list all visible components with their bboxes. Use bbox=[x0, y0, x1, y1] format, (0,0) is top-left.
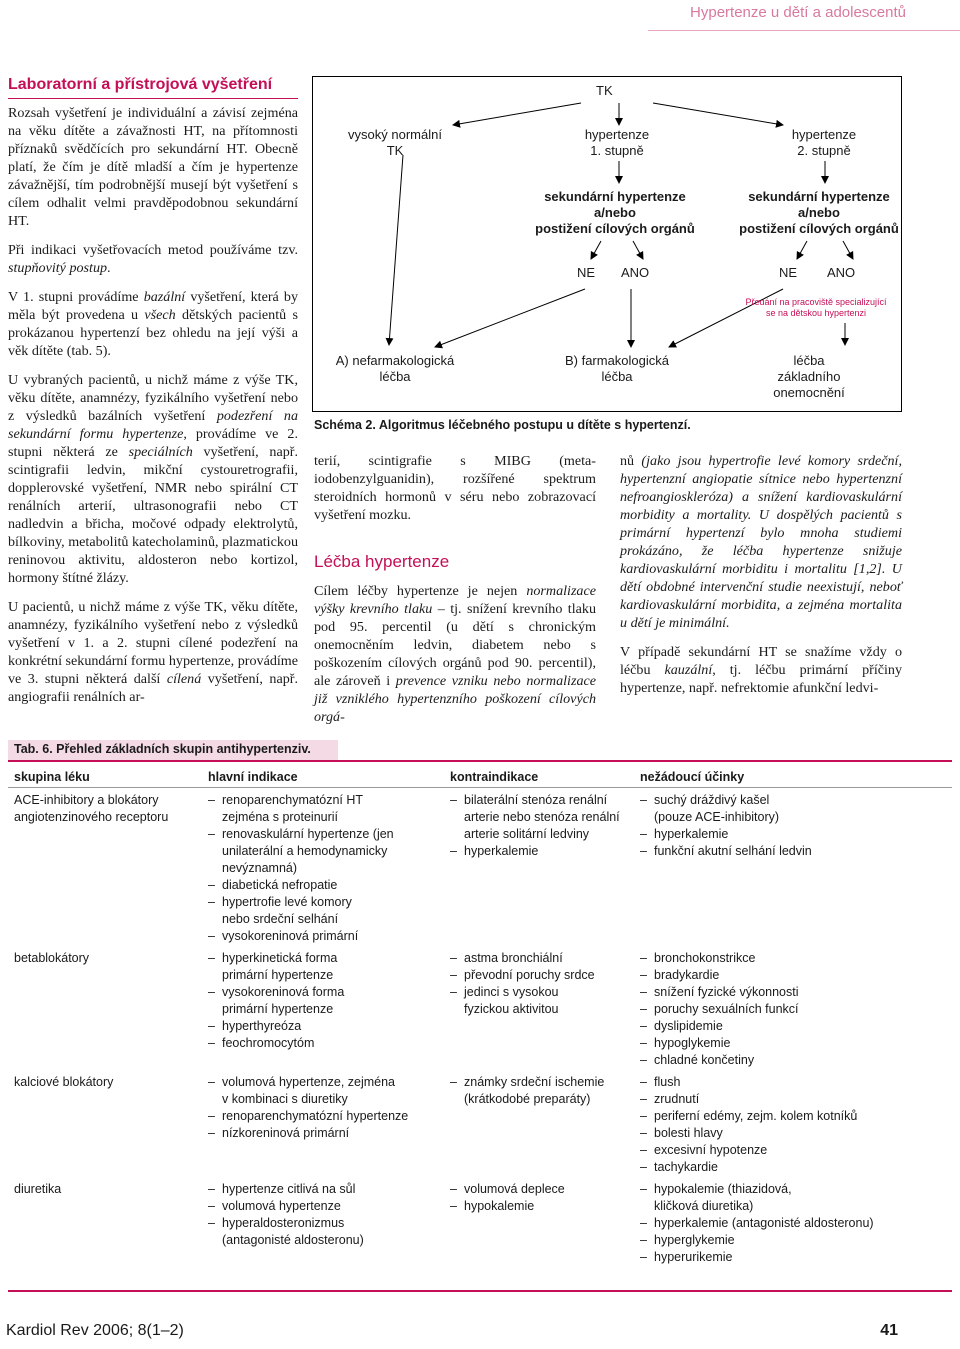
list-item: – bradykardie bbox=[640, 967, 950, 984]
body-text: , provádíme ve 2. stupni některá ze bbox=[8, 426, 298, 460]
list-item: – volumová hypertenze, zejména bbox=[208, 1074, 448, 1091]
list-item: – periferní edémy, zejm. kolem kotníků bbox=[640, 1108, 950, 1125]
flow-yes-2: ANO bbox=[827, 265, 856, 280]
flow-hypertension-grade-2: hypertenze 2. stupně bbox=[791, 127, 857, 158]
flow-question-1: sekundární hypertenze a/nebo postižení cílových orgánů bbox=[535, 189, 695, 236]
list-item: – hypertrofie levé komory bbox=[208, 894, 448, 911]
list-item: – hyperkinetická forma bbox=[208, 950, 448, 967]
table-title: Tab. 6. Přehled základních skupin antihypertenziv. bbox=[8, 740, 338, 760]
list-item: (pouze ACE-inhibitory) bbox=[654, 810, 780, 824]
body-text: Při indikaci vyšetřovacích metod používáme tzv. bbox=[8, 242, 298, 258]
list-item: – dyslipidemie bbox=[640, 1018, 950, 1035]
group-line: diuretika bbox=[14, 1182, 62, 1196]
list-item: – snížení fyzické výkonnosti bbox=[640, 984, 950, 1001]
list-item: – hyperaldosteronizmus bbox=[208, 1215, 448, 1232]
list-item: kličková diuretika) bbox=[654, 1199, 754, 1213]
paragraph: terií, scintigrafie s MIBG (meta-iodobenzylguanidin), rozšířené spektrum steroidních hormonů v séru nebo zobrazovací vyšetření mozku. bbox=[314, 453, 596, 523]
table-header-rule bbox=[8, 787, 952, 788]
table-cell-contra bbox=[450, 792, 638, 860]
emphasis-text: normalizace výšky krevního tlaku bbox=[314, 583, 596, 617]
paragraph bbox=[620, 452, 902, 632]
flow-outcome-c: léčba základního onemocnění bbox=[773, 353, 845, 400]
table-top-rule bbox=[8, 760, 952, 762]
list-item: – volumová deplece bbox=[450, 1181, 638, 1198]
middle-column-text bbox=[314, 452, 596, 535]
flow-outcome-b: B) farmakologická léčba bbox=[564, 353, 670, 384]
list-item: – zrudnutí bbox=[640, 1091, 950, 1108]
emphasis-text: podezření na sekundární formu hypertenze bbox=[8, 408, 298, 442]
emphasis-text: všech bbox=[144, 307, 176, 323]
list-item: – bolesti hlavy bbox=[640, 1125, 950, 1142]
page-number: 41 bbox=[880, 1322, 898, 1339]
emphasis-text: kauzální bbox=[664, 662, 713, 678]
paragraph bbox=[8, 241, 298, 277]
emphasis-text: cílená bbox=[166, 671, 202, 687]
list-item: – suchý dráždivý kašel bbox=[640, 792, 950, 809]
table-cell-group bbox=[14, 950, 204, 967]
list-item: – hypoglykemie bbox=[640, 1035, 950, 1052]
table-cell-indications bbox=[208, 1181, 448, 1249]
body-text: vyšetření, např. angiografii renálních ar- bbox=[8, 671, 298, 705]
running-title: Hypertenze u dětí a adolescentů bbox=[690, 4, 906, 21]
middle-column-treatment-text bbox=[314, 582, 596, 726]
list-item: v kombinaci s diuretiky bbox=[222, 1092, 348, 1106]
list-item: – renoparenchymatózní HT bbox=[208, 792, 448, 809]
journal-citation: Kardiol Rev 2006; 8(1–2) bbox=[6, 1322, 184, 1339]
body-text: V 1. stupni provádíme bbox=[8, 289, 144, 305]
list-item: – vysokoreninová forma bbox=[208, 984, 448, 1001]
table-cell-adverse bbox=[640, 792, 950, 860]
list-item: unilaterální a hemodynamicky bbox=[222, 844, 388, 858]
section-title-underline bbox=[8, 98, 298, 99]
body-text: vyšetření, která by měla být provedena u bbox=[8, 289, 298, 323]
table-header-indications: hlavní indikace bbox=[208, 770, 298, 784]
right-column-text bbox=[620, 452, 902, 708]
flow-hypertension-grade-1: hypertenze 1. stupně bbox=[584, 127, 650, 158]
list-item: – hypertenze citlivá na sůl bbox=[208, 1181, 448, 1198]
table-header-contraindications: kontraindikace bbox=[450, 770, 539, 784]
list-item: – bilaterální stenóza renální bbox=[450, 792, 638, 809]
flowchart-caption: Schéma 2. Algoritmus léčebného postupu u dítěte s hypertenzí. bbox=[314, 418, 691, 432]
body-text: dětských pacientů s prokázanou hypertenzí bez ohledu na její výši a věk dítěte (tab. 5). bbox=[8, 307, 298, 359]
list-item: (antagonisté aldosteronu) bbox=[222, 1233, 364, 1247]
table-cell-group bbox=[14, 1074, 204, 1091]
list-item: – hyperglykemie bbox=[640, 1232, 950, 1249]
emphasis-text: bazální bbox=[143, 289, 186, 305]
table-cell-adverse bbox=[640, 1074, 950, 1176]
list-item: – hypokalemie bbox=[450, 1198, 638, 1215]
list-item: – poruchy sexuálních funkcí bbox=[640, 1001, 950, 1018]
table-cell-indications bbox=[208, 792, 448, 945]
flow-root-tk: TK bbox=[596, 83, 613, 98]
emphasis-text: speciálních bbox=[128, 444, 193, 460]
table-cell-contra bbox=[450, 1181, 638, 1215]
list-item: – jedinci s vysokou bbox=[450, 984, 638, 1001]
flow-yes-1: ANO bbox=[621, 265, 650, 280]
list-item: – funkční akutní selhání ledvin bbox=[640, 843, 950, 860]
list-item: zejména s proteinurií bbox=[222, 810, 339, 824]
list-item: nebo srdeční selhání bbox=[222, 912, 339, 926]
list-item: – vysokoreninová primární bbox=[208, 928, 448, 945]
list-item: – flush bbox=[640, 1074, 950, 1091]
flow-no-2: NE bbox=[779, 265, 798, 280]
list-item: – převodní poruchy srdce bbox=[450, 967, 638, 984]
list-item: arterie solitární ledviny bbox=[464, 827, 590, 841]
section-title-treatment: Léčba hypertenze bbox=[314, 552, 450, 571]
table-header-adverse-effects: nežádoucí účinky bbox=[640, 770, 745, 784]
flow-question-2: sekundární hypertenze a/nebo postižení cílových orgánů bbox=[739, 189, 899, 236]
flow-outcome-a: A) nefarmakologická léčba bbox=[335, 353, 455, 384]
body-text: , tj. léčbu primární příčiny hypertenze, např. nefrektomie afunkční ledvi- bbox=[620, 662, 902, 696]
list-item: arterie nebo stenóza renální bbox=[464, 810, 620, 824]
list-item: – chladné končetiny bbox=[640, 1052, 950, 1069]
table-cell-group bbox=[14, 792, 204, 826]
list-item: – hypokalemie (thiazidová, bbox=[640, 1181, 950, 1198]
list-item: – bronchokonstrikce bbox=[640, 950, 950, 967]
list-item: (krátkodobé preparáty) bbox=[464, 1092, 591, 1106]
table-cell-contra bbox=[450, 950, 638, 1018]
list-item: – nízkoreninová primární bbox=[208, 1125, 448, 1142]
paragraph bbox=[8, 104, 298, 230]
table-header-group: skupina léku bbox=[14, 770, 90, 784]
table-cell-indications bbox=[208, 1074, 448, 1142]
emphasis-text: (jako jsou hypertrofie levé komory srdeční, hypertenzní angiopatie sítnice nebo hypertenzní nefroangioskleróza) a snížení kardiovaskulární morbidity a mortality. U dospělých pacientů s primární hypertenzí bylo mnoha studiemi prokázáno, že léčba hypertenze snižuje kardiovaskulární morbiditu i mortalitu [1,2]. U dětí obdobné intervenční studie neexistují, neboť kardiovaskulární morbidita, a zejména mortalita u dětí je minimální. bbox=[620, 453, 902, 631]
section-title-lab: Laboratorní a přístrojová vyšetření bbox=[8, 76, 273, 93]
body-text: . bbox=[107, 260, 111, 276]
table-cell-contra bbox=[450, 1074, 638, 1108]
body-text: V případě sekundární HT se snažíme vždy o léčbu bbox=[620, 644, 902, 678]
body-text: – tj. snížení krevního tlaku pod 95. percentil (u dětí s chronickým onemocněním ledvin, diabetem nebo s poškozením cílových orgánů pod 90. percentil), ale zároveň i bbox=[314, 601, 596, 689]
paragraph bbox=[314, 582, 596, 726]
list-item: primární hypertenze bbox=[222, 968, 334, 982]
list-item: – astma bronchiální bbox=[450, 950, 638, 967]
table-cell-indications bbox=[208, 950, 448, 1052]
body-text: nů bbox=[620, 453, 635, 469]
group-line: betablokátory bbox=[14, 951, 90, 965]
body-text: U vybraných pacientů, u nichž máme z výše TK, věku dítěte, anamnézy, fyzikálního vyšetření nebo z výsledků bazálních vyšetření bbox=[8, 372, 298, 424]
table-cell-adverse bbox=[640, 950, 950, 1069]
list-item: fyzickou aktivitou bbox=[464, 1002, 559, 1016]
body-text: Cílem léčby hypertenze je nejen bbox=[314, 583, 527, 599]
left-column-text bbox=[8, 104, 298, 717]
emphasis-text: prevence vzniku nebo normalizace již vzniklého hypertenzního poškození cílových orgá- bbox=[314, 673, 596, 725]
paragraph bbox=[620, 643, 902, 697]
list-item: – feochromocytóm bbox=[208, 1035, 448, 1052]
body-text: U pacientů, u nichž máme z výše TK, věku dítěte, anamnézy, fyzikálního vyšetření nebo z výsledků vyšetření v 1. a 2. stupni cílené podezření na konkrétní sekundární formu hypertenze, provádíme ve 3. stupni některá další bbox=[8, 599, 299, 687]
list-item: – excesivní hypotenze bbox=[640, 1142, 950, 1159]
group-line: angiotenzinového receptoru bbox=[14, 810, 169, 824]
body-text: vyšetření, např. scintigrafii ledvin, mikční cystouretrografii, dopplerovské vyšetření, NMR nebo spirální CT renálních arterií, ultrasonografii nebo CT nadledvin a břicha, močové odpady elektrolytů, bílkoviny, metabolitů katecholaminů, plazmatickou reninovou aktivitu, aldosteron nebo kortizol, hormony štítné žlázy. bbox=[8, 444, 298, 586]
list-item: – renovaskulární hypertenze (jen bbox=[208, 826, 448, 843]
paragraph bbox=[8, 598, 298, 706]
list-item: – tachykardie bbox=[640, 1159, 950, 1176]
list-item: nevýznamná) bbox=[222, 861, 298, 875]
list-item: – renoparenchymatózní hypertenze bbox=[208, 1108, 448, 1125]
list-item: – hyperthyreóza bbox=[208, 1018, 448, 1035]
list-item: – volumová hypertenze bbox=[208, 1198, 448, 1215]
list-item: – hyperkalemie (antagonisté aldosteronu) bbox=[640, 1215, 950, 1232]
paragraph bbox=[8, 288, 298, 360]
list-item: – známky srdeční ischemie bbox=[450, 1074, 638, 1091]
paragraph bbox=[8, 371, 298, 587]
list-item: – hyperurikemie bbox=[640, 1249, 950, 1266]
list-item: – diabetická nefropatie bbox=[208, 877, 448, 894]
flow-high-normal: vysoký normální TK bbox=[348, 127, 442, 158]
running-title-rule bbox=[648, 30, 960, 31]
table-cell-group bbox=[14, 1181, 204, 1198]
table-bottom-rule bbox=[8, 1290, 952, 1292]
list-item: – hyperkalemie bbox=[450, 843, 638, 860]
table-cell-adverse bbox=[640, 1181, 950, 1266]
flowchart-scheme bbox=[312, 76, 902, 412]
emphasis-text: stupňovitý postup bbox=[8, 260, 108, 276]
list-item: – hyperkalemie bbox=[640, 826, 950, 843]
group-line: kalciové blokátory bbox=[14, 1075, 114, 1089]
flow-no-1: NE bbox=[577, 265, 596, 280]
flow-referral-note: Předání na pracoviště specializující se na dětskou hypertenzi bbox=[745, 297, 887, 318]
body-text: Rozsah vyšetření je individuální a závisí zejména na věku dítěte a závažnosti HT, na přítomnosti příznaků svědčících pro sekundární HT. Obecně platí, že čím je dítě mladší a čím je hypertenze závažnější, tím podrobnější musejí být vyšetření s cílem odhalit velmi pravděpodobnou sekundární HT. bbox=[8, 105, 298, 229]
list-item: primární hypertenze bbox=[222, 1002, 334, 1016]
group-line: ACE-inhibitory a blokátory bbox=[14, 793, 159, 807]
